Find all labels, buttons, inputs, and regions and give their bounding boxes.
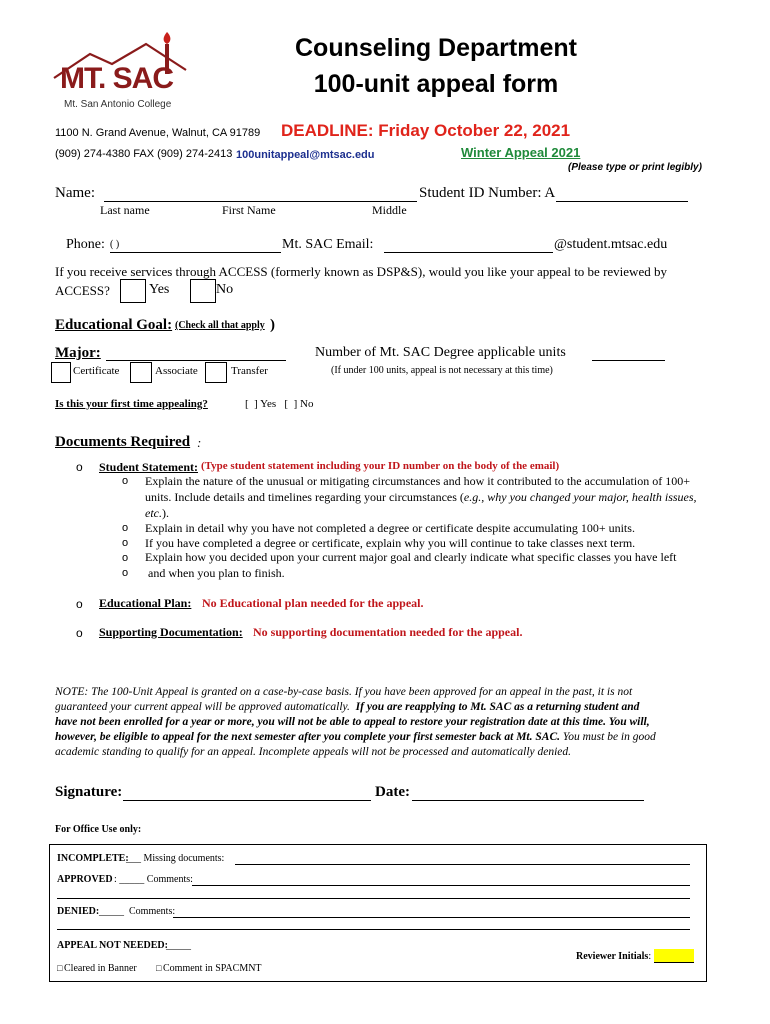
sub-item-1-cont-a: units. Include details and timelines regarding your circumstances ( [145,490,464,504]
note-line-5: academic standing to qualify for an appeal. Incomplete appeals will not be processed and automatically denied. [55,746,572,758]
office-use-box [49,844,707,982]
access-question: If you receive services through ACCESS (formerly known as DSP&S), would you like your appeal to be reviewed by [55,264,667,279]
bullet-icon: o [122,552,129,564]
logo-subtitle: Mt. San Antonio College [64,99,172,110]
associate-label: Associate [155,365,198,377]
student-id-field[interactable] [556,201,688,202]
appeal-email-link[interactable]: 100unitappeal@mtsac.edu [236,149,375,161]
sub-item-3: If you have completed a degree or certificate, explain why you will continue to take classes next term. [145,536,636,550]
note-line-2 [55,700,725,715]
date-label: Date: [375,784,410,800]
associate-checkbox[interactable] [130,362,152,383]
comment-label: Comment in SPACMNT [163,963,262,974]
educational-goal-heading: Educational Goal: [55,317,173,333]
name-label: Name: [55,185,95,201]
sub-item-1: Explain the nature of the unusual or mitigating circumstances and how it contributed to the accumulation of 100+ [145,474,690,488]
ed-plan-note: No Educational plan needed for the appeal. [202,596,424,610]
incomplete-rest: ___ Missing documents: [126,853,225,864]
office-use-heading: For Office Use only: [55,824,142,835]
denied-comments-field[interactable] [173,917,690,918]
first-time-question: Is this your first time appealing? [55,398,208,410]
access-no-checkbox[interactable] [190,279,216,303]
denied-rest: _____ Comments: [99,906,176,917]
bullet-icon: o [122,537,129,549]
incomplete-label: INCOMPLETE: [57,853,129,864]
reviewer-initials-label [576,951,651,962]
note-line-4a: however, be eligible to appeal for the next semester after you complete your first semester back at Mt. SAC. [55,731,560,743]
certificate-checkbox[interactable] [51,362,71,383]
check-all-note: (Check all that apply [175,320,265,331]
support-note: No supporting documentation needed for the appeal. [253,625,523,639]
units-label: Number of Mt. SAC Degree applicable units [315,345,566,360]
note-line-4 [55,730,725,745]
sub-item-4: Explain how you decided upon your current major goal and clearly indicate what specific classes you have left [145,550,677,564]
access-yes-checkbox[interactable] [120,279,146,303]
first-time-options[interactable]: [ ] Yes [ ] No [245,398,314,410]
signature-label: Signature: [55,784,123,800]
phone-fax: (909) 274-4380 FAX (909) 274-2413 [55,148,233,160]
statement-note: (Type student statement including your ID number on the body of the email) [201,460,560,472]
appeal-not-needed-blank: _____ [166,940,191,951]
approved-rest: : _____ Comments: [114,874,193,885]
page-title-line1: Counseling Department [295,34,577,62]
middle-caption: Middle [372,203,407,217]
reviewer-initials-field[interactable] [654,949,694,963]
approved-label: APPROVED [57,874,113,885]
reviewer-label: Reviewer Initials [576,951,649,962]
print-note: (Please type or print legibly) [568,162,702,173]
sub-item-1-cont2 [145,506,169,521]
denied-comments-line2[interactable] [57,929,690,930]
phone-area-code: ( ) [110,239,120,250]
approved-comments-line2[interactable] [57,898,690,899]
logo-text: MT. SAC [60,62,173,95]
documents-heading: Documents Required [55,434,191,450]
date-field[interactable] [412,800,644,801]
phone-label: Phone: [66,237,105,252]
note-line-3: have not been enrolled for a year or more, you will not be able to appeal to restore your registration date at this time. You will, [55,716,650,728]
phone-field[interactable] [110,252,281,253]
statement-label: Student Statement: [99,460,198,474]
denied-label: DENIED: [57,906,100,917]
support-label: Supporting Documentation: [99,625,243,639]
email-field[interactable] [384,252,553,253]
address: 1100 N. Grand Avenue, Walnut, CA 91789 [55,127,261,139]
access-question-cont: ACCESS? [55,283,110,298]
sub-item-1-cont-b: e.g., why you changed your major, health issues, [463,490,697,504]
access-no-label: No [216,282,234,297]
missing-documents-field[interactable] [235,864,690,865]
access-yes-label: Yes [149,282,170,297]
name-field[interactable] [104,201,417,202]
bullet-icon: o [122,567,129,579]
deadline: DEADLINE: Friday October 22, 2021 [281,121,571,140]
note-line-4b: You must be in good [560,731,656,743]
note-line-2b: If you are reapplying to Mt. SAC as a returning student and [355,701,640,713]
bullet-icon: o [122,522,129,534]
bullet-icon: o [122,475,129,487]
sub-item-1-etc: etc. [145,506,162,520]
transfer-checkbox[interactable] [205,362,227,383]
ed-plan-label: Educational Plan: [99,596,192,610]
sub-item-2: Explain in detail why you have not completed a degree or certificate despite accumulating 100+ units. [145,521,635,535]
sub-item-1-end: ). [162,506,169,520]
major-label: Major: [55,345,101,361]
note-line-1: NOTE: The 100-Unit Appeal is granted on a case-by-case basis. If you have been approved for an appeal in the past, it is not [55,686,633,698]
reviewer-colon: : [648,951,652,962]
bullet-icon: o [76,597,83,611]
units-field[interactable] [592,360,665,361]
first-name-caption: First Name [222,203,276,217]
note-line-2a: guaranteed your current appeal will be approved automatically. [55,701,350,713]
sub-item-1-cont [145,490,697,505]
appeal-not-needed-label: APPEAL NOT NEEDED: [57,940,168,951]
last-name-caption: Last name [100,203,150,217]
units-note: (If under 100 units, appeal is not necessary at this time) [331,365,553,376]
check-all-note-close: ) [270,317,275,333]
bullet-icon: o [76,460,83,474]
sub-item-4-cont: and when you plan to finish. [145,566,285,580]
certificate-label: Certificate [73,365,120,377]
winter-appeal: Winter Appeal 2021 [461,145,581,160]
email-label: Mt. SAC Email: [282,237,374,252]
transfer-label: Transfer [231,365,268,377]
student-id-label: Student ID Number: A [419,185,556,201]
approved-comments-field[interactable] [192,885,690,886]
cleared-checkbox-icon[interactable]: □ [57,963,63,973]
comment-checkbox-icon[interactable]: □ [156,963,162,973]
major-field[interactable] [106,360,286,361]
page-title-line2: 100-unit appeal form [313,70,559,98]
documents-colon: : [197,435,202,450]
email-suffix: @student.mtsac.edu [554,237,668,252]
signature-field[interactable] [123,800,371,801]
note-paragraph [55,685,725,760]
cleared-label: Cleared in Banner [64,963,137,974]
bullet-icon: o [76,626,83,640]
